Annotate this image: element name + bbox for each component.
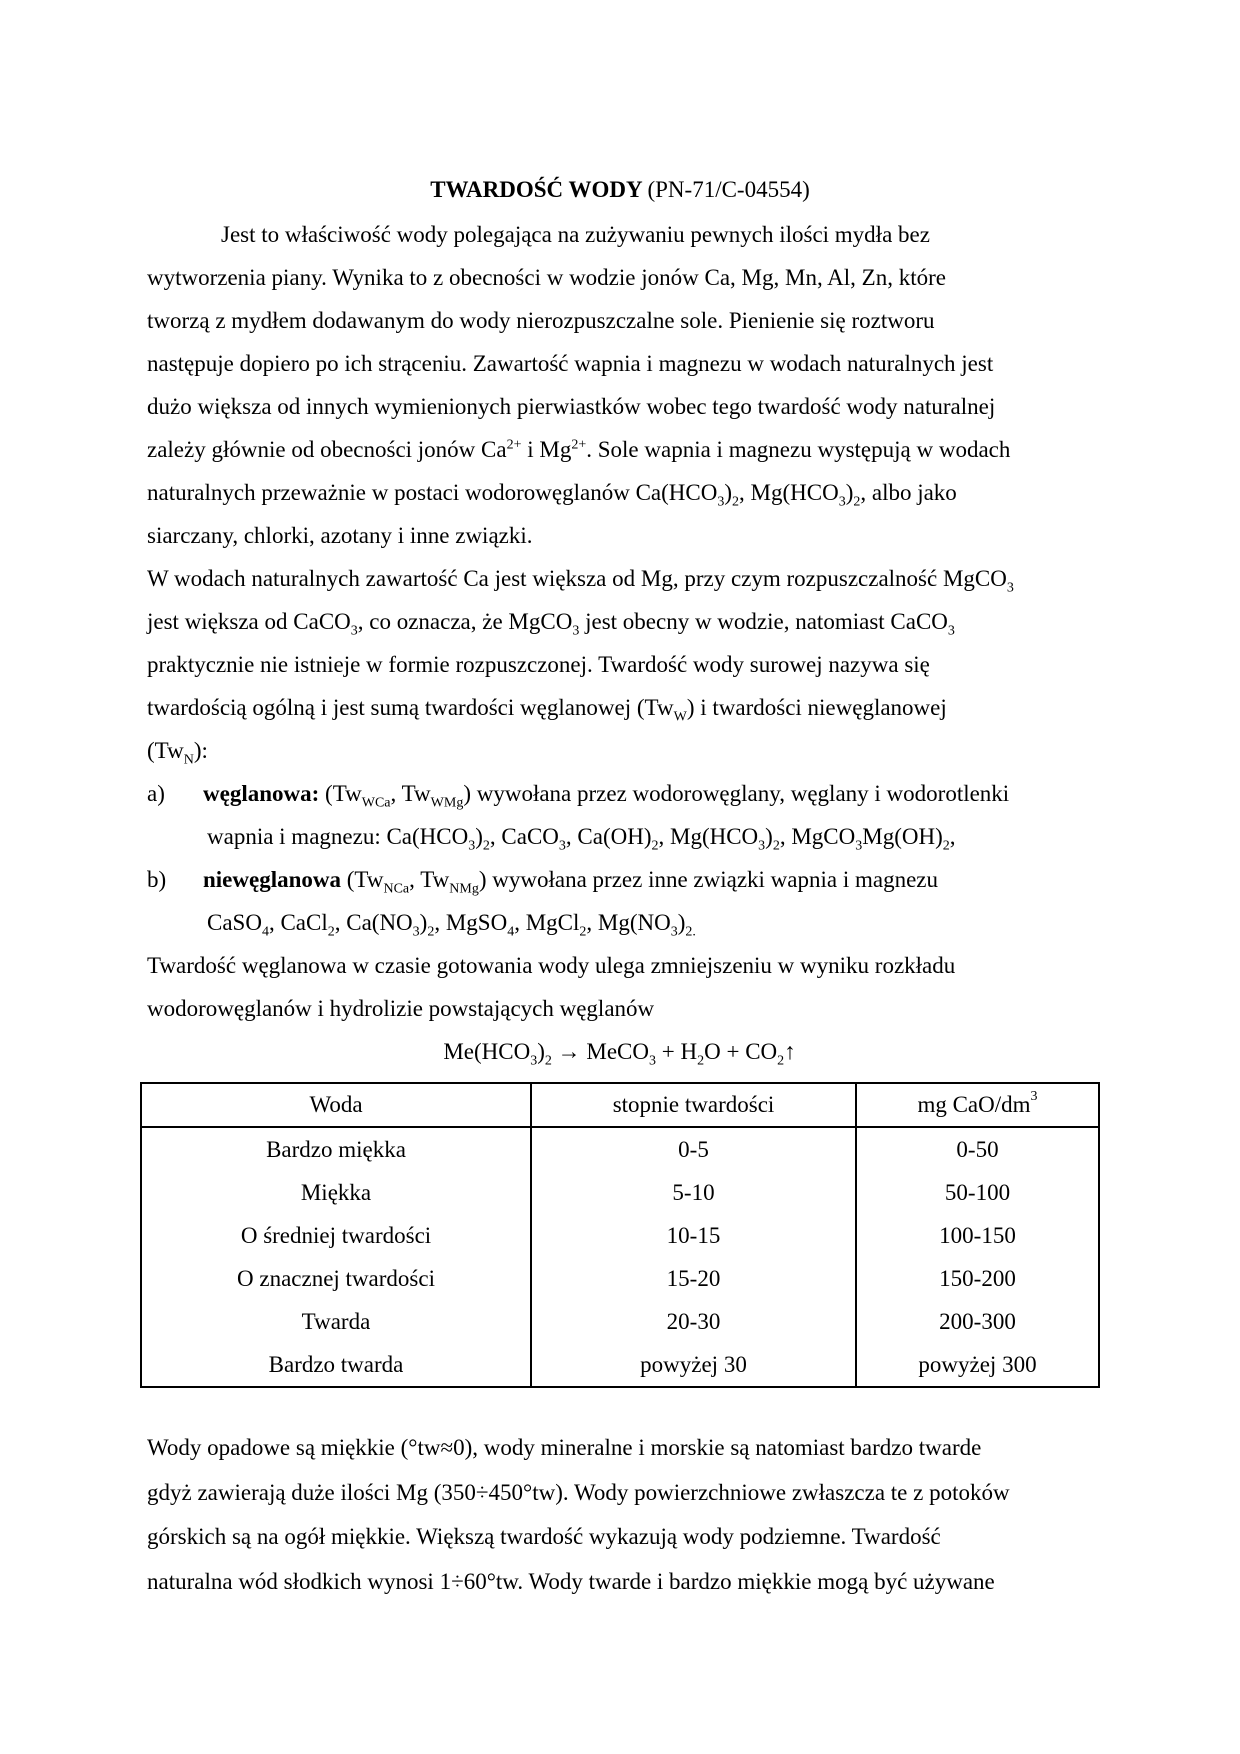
table-row — [141, 1171, 1099, 1214]
table-cell: 100-150 — [939, 1222, 1016, 1248]
subscript: 2 — [777, 1053, 785, 1069]
text-run: (PN-71/C-04554) — [647, 177, 810, 202]
text-run: , Ca(OH) — [565, 824, 652, 849]
text-run: niewęglanowa — [203, 867, 341, 892]
subscript: 3 — [468, 838, 476, 854]
table-row — [141, 1127, 1099, 1171]
subscript: 3 — [558, 838, 566, 854]
table-header-row — [141, 1083, 1099, 1127]
text-run: wodorowęglanów i hydrolizie powstających węglanów — [147, 996, 655, 1021]
list-label: b) — [147, 867, 167, 892]
text-line — [147, 213, 1092, 256]
table-cell: O średniej twardości — [141, 1214, 531, 1257]
subscript: 3 — [717, 494, 725, 510]
text-run: gdyż zawierają duże ilości Mg (350÷450°tw). Wody powierzchniowe zwłaszcza te z potoków — [147, 1479, 1010, 1505]
table-cell: 15-20 — [531, 1257, 856, 1300]
table-cell: Bardzo miękka — [141, 1127, 531, 1171]
equation — [147, 1030, 1092, 1073]
table-cell: 150-200 — [939, 1265, 1016, 1291]
superscript: 2+ — [506, 437, 522, 453]
text-line — [147, 557, 1092, 600]
text-run: siarczany, chlorki, azotany i inne związki. — [147, 523, 533, 548]
text-run: Mg(OH) — [862, 824, 943, 849]
text-run: , — [949, 824, 956, 849]
table-cell: powyżej 30 — [531, 1343, 856, 1387]
subscript: 2 — [697, 1053, 705, 1069]
text-run: wapnia i magnezu: Ca(HCO — [207, 824, 469, 849]
text-line — [147, 256, 1092, 299]
subscript: 2 — [544, 1053, 552, 1069]
body-text — [147, 213, 1092, 1073]
subscript: 3 — [855, 838, 863, 854]
text-line — [147, 600, 1092, 643]
subscript: 3 — [758, 838, 766, 854]
subscript: 3 — [838, 494, 846, 510]
text-run: naturalna wód słodkich wynosi 1÷60°tw. Wody twarde i bardzo miękkie mogą być używane — [147, 1568, 995, 1594]
text-run: ↑ — [784, 1039, 796, 1064]
table-row — [141, 1300, 1099, 1343]
text-run: naturalnych przeważnie w postaci wodorowęglanów Ca(HCO — [147, 480, 718, 505]
text-run: i Mg — [521, 437, 572, 462]
subscript: WMg — [430, 795, 464, 811]
text-run: , Mg(HCO — [658, 824, 759, 849]
text-run: tworzą z mydłem dodawanym do wody nierozpuszczalne sole. Pienienie się roztworu — [147, 308, 935, 333]
text-line — [147, 815, 1092, 858]
text-run: (Tw — [147, 738, 184, 763]
text-run: , Ca(NO — [334, 910, 413, 935]
text-line — [147, 1515, 1092, 1560]
header-sup: 3 — [1030, 1089, 1038, 1104]
subscript: 3 — [670, 924, 678, 940]
text-run: węglanowa: — [203, 781, 320, 806]
subscript: N — [183, 752, 194, 768]
subscript: 4 — [507, 924, 515, 940]
text-line — [147, 729, 1092, 772]
text-run: zależy głównie od obecności jonów Ca — [147, 437, 507, 462]
table-cell: Twarda — [141, 1300, 531, 1343]
text-run: ) wywołana przez wodorowęglany, węglany i wodorotlenki — [463, 781, 1010, 806]
text-run: Jest to właściwość wody polegająca na zużywaniu pewnych ilości mydła bez — [221, 222, 930, 247]
text-run: Me(HCO — [443, 1039, 531, 1064]
text-run: , Tw — [409, 867, 450, 892]
text-line — [147, 901, 1092, 944]
text-run: Wody opadowe są miękkie (°tw≈0), wody mineralne i morskie są natomiast bardzo twarde — [147, 1435, 982, 1460]
table-cell: 50-100 — [944, 1179, 1011, 1205]
text-run: , CaCl — [268, 910, 328, 935]
text-run: , albo jako — [860, 480, 957, 505]
subscript: 3 — [530, 1053, 538, 1069]
text-run: ) — [419, 910, 428, 935]
text-line — [147, 514, 1092, 557]
text-run: CaSO — [207, 910, 262, 935]
text-run: następuje dopiero po ich strąceniu. Zawartość wapnia i magnezu w wodach naturalnych jest — [147, 351, 994, 376]
text-run: , Tw — [390, 781, 431, 806]
text-run: ) — [765, 824, 773, 849]
text-run: ) — [677, 910, 686, 935]
text-run: ) i twardości niewęglanowej — [686, 695, 947, 720]
text-line — [147, 471, 1092, 514]
subscript: 2 — [327, 924, 335, 940]
text-line — [147, 1560, 1092, 1605]
text-run: praktycznie nie istnieje w formie rozpuszczonej. Twardość wody surowej nazywa się — [147, 652, 930, 677]
text-run: jest obecny w wodzie, natomiast CaCO — [579, 609, 948, 634]
list-label: a) — [147, 781, 165, 806]
text-run: , co oznacza, że MgCO — [357, 609, 573, 634]
table-row — [141, 1343, 1099, 1387]
text-run: ) — [537, 1039, 545, 1064]
subscript: 3 — [572, 623, 580, 639]
text-run: . Sole wapnia i magnezu występują w wodach — [586, 437, 1011, 462]
header-mg-cao-text: mg CaO/dm — [917, 1092, 1031, 1117]
subscript: WCa — [361, 795, 391, 811]
text-run: ) wywołana przez inne związki wapnia i magnezu — [478, 867, 939, 892]
text-run: , MgSO — [434, 910, 508, 935]
table-row — [141, 1214, 1099, 1257]
text-line — [147, 1471, 1092, 1516]
text-run: dużo większa od innych wymienionych pierwiastków wobec tego twardość wody naturalnej — [147, 394, 996, 419]
text-line — [147, 643, 1092, 686]
list-item — [147, 858, 1092, 901]
text-run: O + CO — [704, 1039, 778, 1064]
text-run: → MeCO — [551, 1039, 650, 1064]
table-cell: 0-5 — [531, 1127, 856, 1171]
table-cell: Miękka — [141, 1171, 531, 1214]
text-run: ) — [475, 824, 483, 849]
text-run: wytworzenia piany. Wynika to z obecności w wodzie jonów Ca, Mg, Mn, Al, Zn, które — [147, 265, 946, 290]
subscript: 2 — [579, 924, 587, 940]
list-item — [147, 772, 1092, 815]
header-mg-cao — [856, 1083, 1099, 1127]
table-cell: 200-300 — [939, 1308, 1016, 1334]
table-cell: 0-50 — [956, 1136, 999, 1162]
subscript: 2 — [772, 838, 780, 854]
text-run: , Mg(NO — [586, 910, 671, 935]
text-line — [147, 1426, 1092, 1471]
text-run: , MgCl — [514, 910, 580, 935]
text-line — [147, 299, 1092, 342]
subscript: 2 — [732, 494, 740, 510]
document-title — [0, 172, 1240, 208]
subscript: 2 — [942, 838, 950, 854]
table-row — [141, 1257, 1099, 1300]
text-line — [147, 428, 1092, 471]
subscript: 3 — [947, 623, 955, 639]
subscript: NCa — [383, 881, 410, 897]
text-line — [147, 987, 1092, 1030]
text-run: ) — [724, 480, 733, 505]
subscript: W — [673, 709, 687, 725]
subscript: 3 — [412, 924, 420, 940]
text-run: TWARDOŚĆ WODY — [430, 177, 648, 202]
subscript: 2. — [685, 924, 696, 940]
text-run: , CaCO — [489, 824, 559, 849]
subscript: 3 — [649, 1053, 657, 1069]
text-run: , Mg(HCO — [739, 480, 839, 505]
text-run: (Tw — [319, 781, 362, 806]
subscript: 2 — [482, 838, 490, 854]
text-run: górskich są na ogół miękkie. Większą twardość wykazują wody podziemne. Twardość — [147, 1524, 941, 1549]
subscript: 4 — [261, 924, 269, 940]
table-cell: 20-30 — [531, 1300, 856, 1343]
subscript: 3 — [1006, 580, 1014, 596]
text-run: Twardość węglanowa w czasie gotowania wody ulega zmniejszeniu w wyniku rozkładu — [147, 953, 956, 978]
subscript: 3 — [350, 623, 358, 639]
text-run: (Tw — [341, 867, 384, 892]
header-water: Woda — [141, 1083, 531, 1127]
subscript: 2 — [853, 494, 861, 510]
text-run: ): — [193, 738, 208, 763]
text-run: ) — [845, 480, 854, 505]
table-cell: 10-15 — [531, 1214, 856, 1257]
table-cell: Bardzo twarda — [141, 1343, 531, 1387]
subscript: 2 — [651, 838, 659, 854]
superscript: 2+ — [571, 437, 587, 453]
water-hardness-table — [140, 1082, 1100, 1388]
text-run: W wodach naturalnych zawartość Ca jest większa od Mg, przy czym rozpuszczalność MgCO — [147, 566, 1007, 591]
subscript: NMg — [449, 881, 479, 897]
text-line — [147, 385, 1092, 428]
text-run: jest większa od CaCO — [147, 609, 351, 634]
subscript: 2 — [427, 924, 435, 940]
text-run: , MgCO — [779, 824, 856, 849]
text-run: twardością ogólną i jest sumą twardości węglanowej (Tw — [147, 695, 674, 720]
text-line — [147, 342, 1092, 385]
table-cell: O znacznej twardości — [141, 1257, 531, 1300]
header-degrees: stopnie twardości — [531, 1083, 856, 1127]
footer-text — [147, 1426, 1092, 1604]
table-cell: 5-10 — [531, 1171, 856, 1214]
text-line — [147, 686, 1092, 729]
text-run: + H — [656, 1039, 698, 1064]
table-cell: powyżej 300 — [918, 1351, 1037, 1377]
text-line — [147, 944, 1092, 987]
